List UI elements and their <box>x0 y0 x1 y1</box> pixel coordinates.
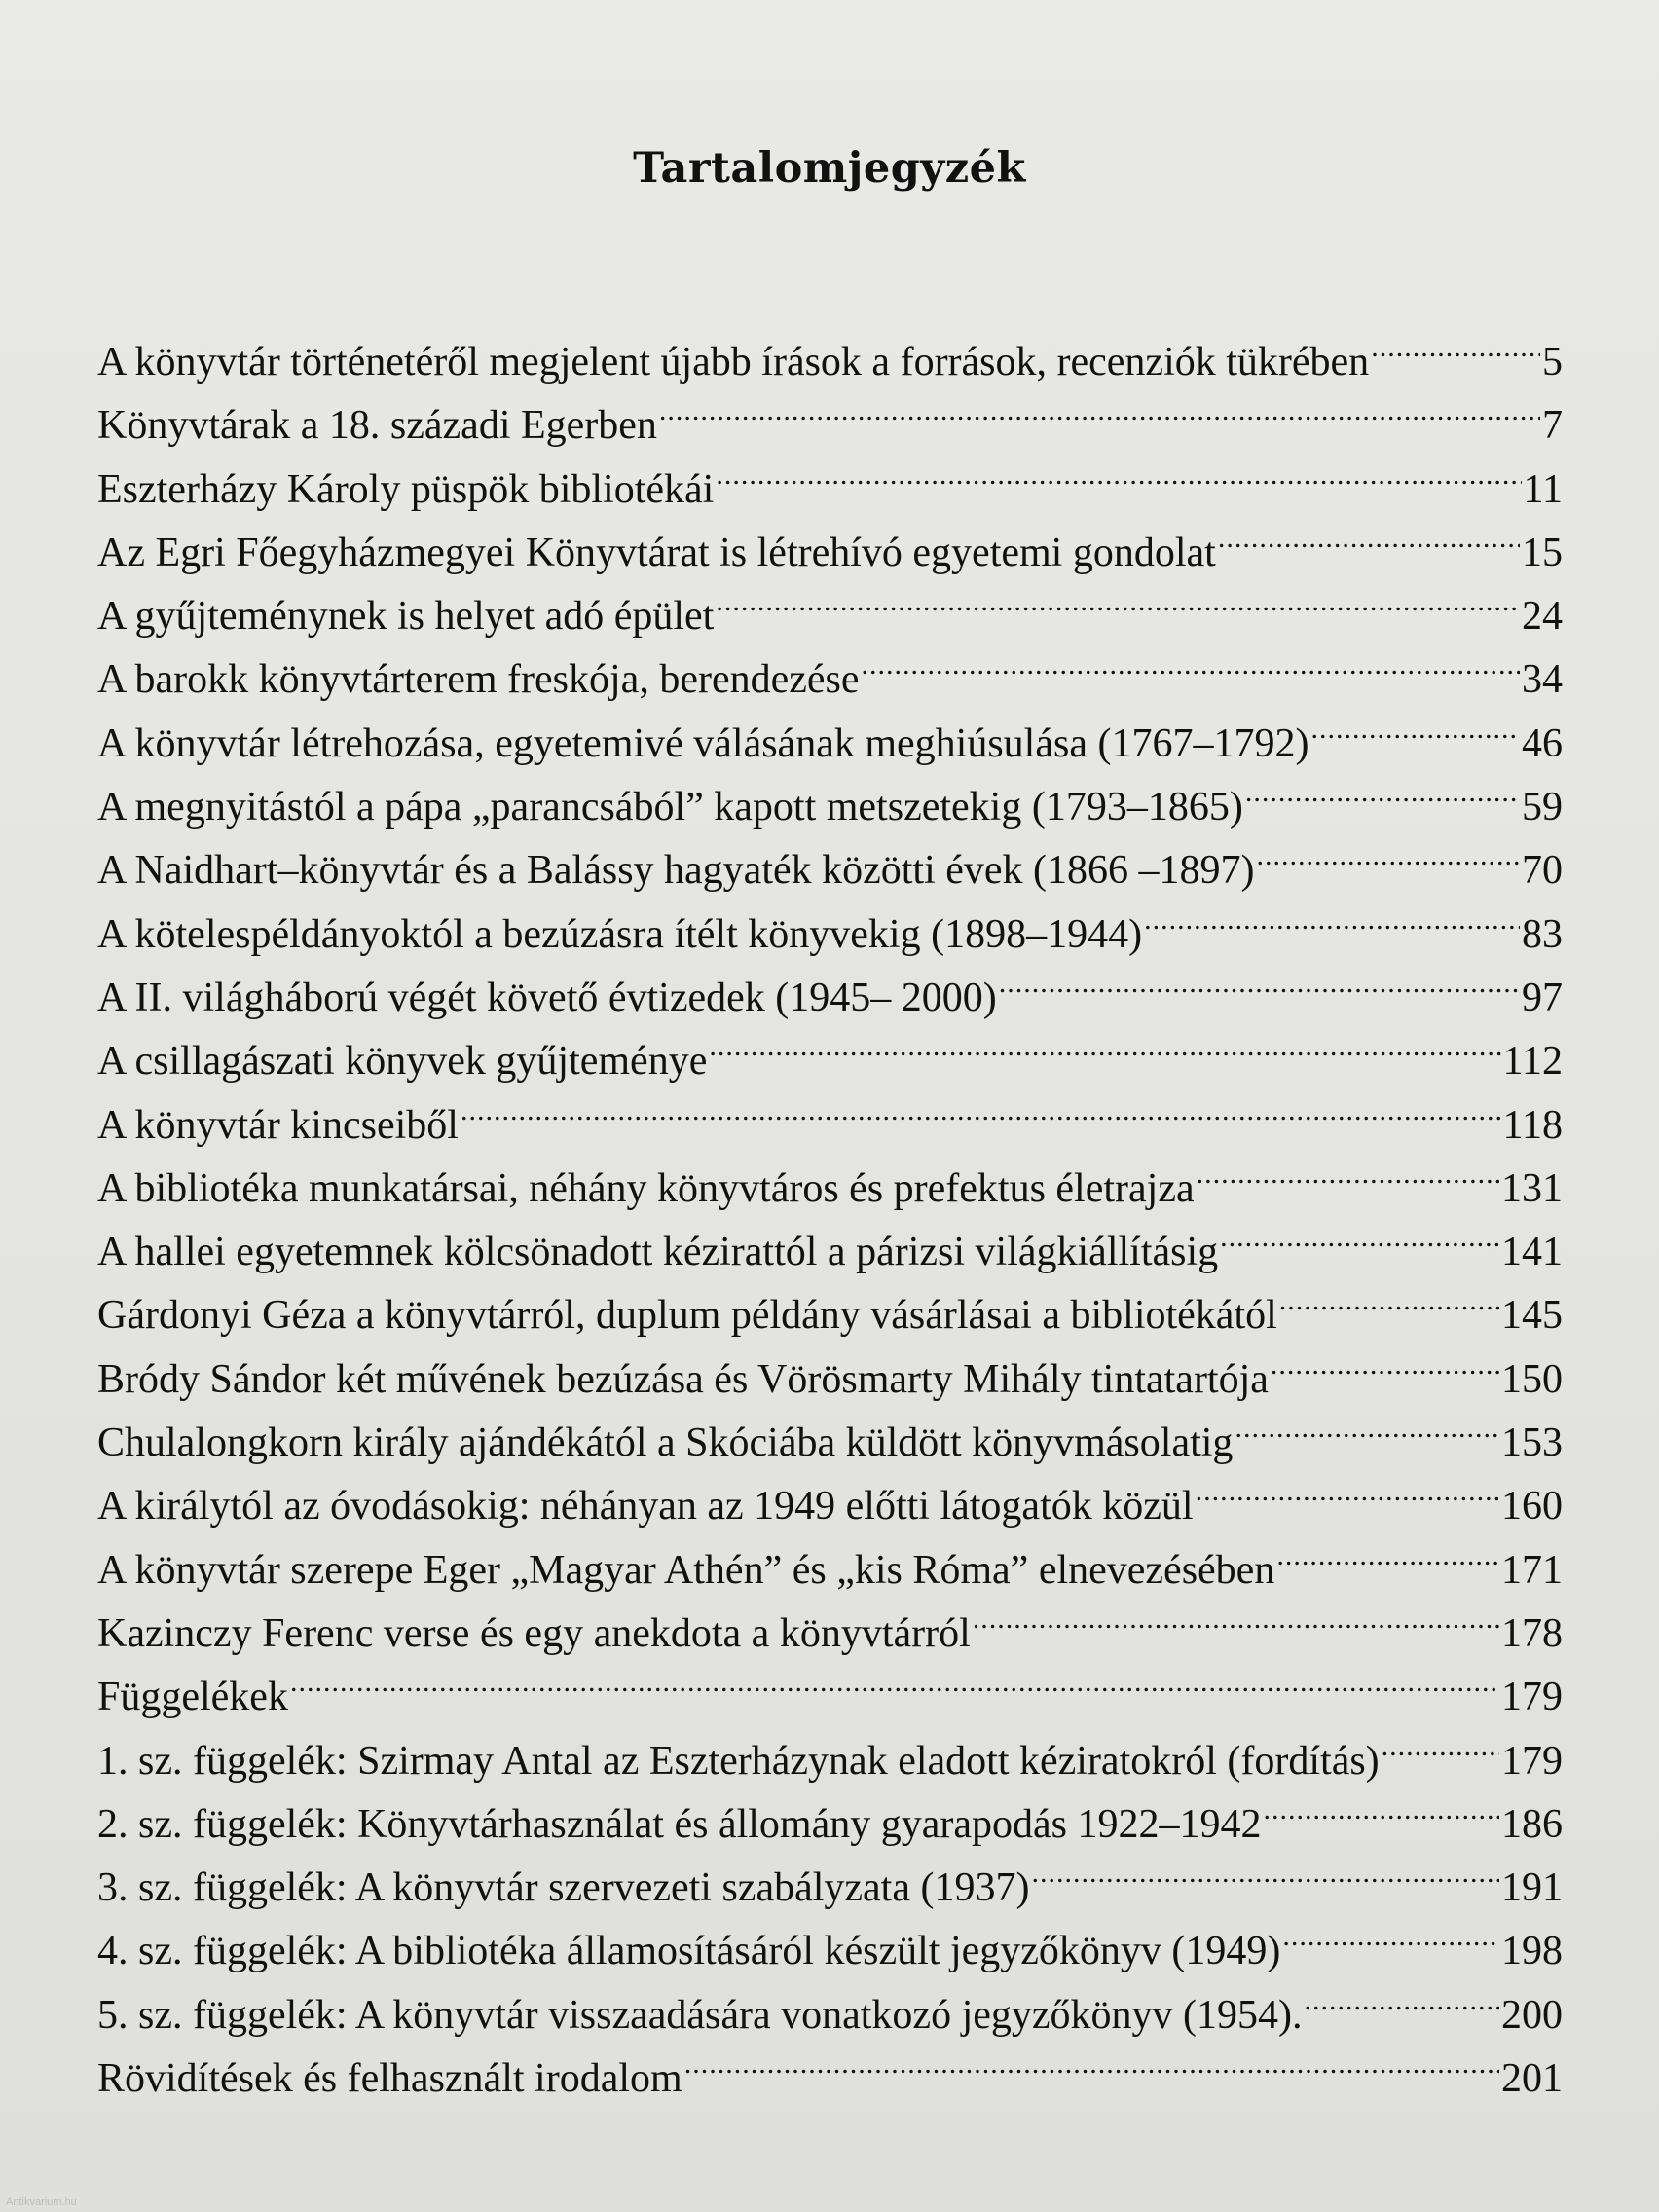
toc-entry-title: Bródy Sándor két művének bezúzása és Vörösmarty Mihály tintatartója <box>97 1356 1269 1402</box>
dot-leader <box>1235 1415 1499 1456</box>
toc-entry <box>97 1348 1563 1412</box>
toc-entry-title: Gárdonyi Géza a könyvtárról, duplum példány vásárlásai a bibliotékától <box>97 1293 1277 1339</box>
dot-leader <box>1220 1224 1499 1265</box>
toc-entry-page: 15 <box>1522 530 1563 575</box>
toc-entry-title: A bibliotéka munkatársai, néhány könyvtáros és prefektus életrajza <box>97 1165 1195 1211</box>
toc-entry-title: 4. sz. függelék: A bibliotéka államosításáról készült jegyzőkönyv (1949) <box>97 1929 1281 1974</box>
toc-entry-page: 179 <box>1501 1738 1563 1784</box>
dot-leader <box>684 2050 1499 2091</box>
watermark: Antikvarium.hu <box>6 2196 77 2208</box>
toc-entry-title: A II. világháború végét követő évtizedek (1945– 2000) <box>97 975 997 1020</box>
toc-entry-title: 2. sz. függelék: Könyvtárhasználat és állomány gyarapodás 1922–1942 <box>97 1801 1262 1847</box>
toc-entry-title: A kötelespéldányoktól a bezúzásra ítélt könyvekig (1898–1944) <box>97 911 1143 957</box>
dot-leader <box>1144 906 1520 947</box>
toc-entry <box>97 903 1563 967</box>
toc-entry-title: A barokk könyvtárterem freskója, berendezése <box>97 657 860 703</box>
dot-leader <box>1197 1161 1499 1201</box>
toc-entry <box>97 331 1563 394</box>
toc-entry <box>97 394 1563 458</box>
toc-entry-page: 59 <box>1522 785 1563 830</box>
toc-entry-title: 3. sz. függelék: A könyvtár szervezeti szabályzata (1937) <box>97 1865 1030 1911</box>
dot-leader <box>1271 1351 1499 1392</box>
dot-leader <box>1257 842 1520 883</box>
toc-entry-page: 178 <box>1501 1610 1563 1656</box>
dot-leader <box>1218 525 1520 566</box>
toc-entry-title: Könyvtárak a 18. századi Egerben <box>97 403 657 449</box>
table-of-contents <box>97 331 1563 2111</box>
dot-leader <box>973 1605 1499 1646</box>
toc-entry-title: 1. sz. függelék: Szirmay Antal az Eszterházynak eladott kéziratokról (fordítás) <box>97 1738 1380 1784</box>
toc-entry <box>97 1284 1563 1347</box>
page-title: Tartalomjegyzék <box>633 144 1026 193</box>
toc-entry-page: 145 <box>1501 1293 1563 1339</box>
toc-entry <box>97 1030 1563 1093</box>
toc-entry-page: 160 <box>1501 1484 1563 1530</box>
dot-leader <box>1196 1478 1499 1519</box>
toc-entry-title: Az Egri Főegyházmegyei Könyvtárat is létrehívó egyetemi gondolat <box>97 530 1216 575</box>
toc-entry-title: A könyvtár történetéről megjelent újabb írások a források, recenziók tükrében <box>97 340 1370 385</box>
toc-entry-title: Eszterházy Károly püspök bibliotékái <box>97 466 715 512</box>
dot-leader <box>716 588 1520 629</box>
dot-leader <box>290 1669 1499 1710</box>
toc-entry-page: 112 <box>1502 1039 1563 1085</box>
toc-entry <box>97 1603 1563 1666</box>
toc-entry-page: 7 <box>1542 403 1563 449</box>
toc-entry-title: Rövidítések és felhasznált irodalom <box>97 2056 682 2102</box>
toc-entry <box>97 967 1563 1030</box>
toc-entry <box>97 2047 1563 2111</box>
toc-entry <box>97 1221 1563 1284</box>
toc-entry-page: 201 <box>1501 2056 1563 2102</box>
toc-entry-title: A gyűjteménynek is helyet adó épület <box>97 594 715 640</box>
toc-entry-title: Chulalongkorn király ajándékától a Skóciába küldött könyvmásolatig <box>97 1420 1234 1466</box>
dot-leader <box>716 461 1521 502</box>
toc-entry-title: A királytól az óvodásokig: néhányan az 1949 előtti látogatók közül <box>97 1484 1194 1530</box>
toc-entry-title: A könyvtár szerepe Eger „Magyar Athén” és „kis Róma” elnevezésében <box>97 1547 1275 1593</box>
dot-leader <box>1031 1860 1499 1900</box>
toc-entry <box>97 1539 1563 1603</box>
dot-leader <box>1276 1542 1499 1583</box>
toc-entry-page: 5 <box>1542 340 1563 385</box>
toc-entry <box>97 713 1563 776</box>
toc-entry <box>97 1730 1563 1793</box>
toc-entry-page: 141 <box>1501 1230 1563 1275</box>
toc-entry <box>97 1793 1563 1857</box>
toc-entry <box>97 1857 1563 1920</box>
toc-entry-page: 150 <box>1501 1356 1563 1402</box>
toc-entry <box>97 648 1563 712</box>
toc-entry-title: A megnyitástól a pápa „parancsából” kapott metszetekig (1793–1865) <box>97 785 1243 830</box>
toc-entry-page: 118 <box>1502 1102 1563 1148</box>
toc-entry-page: 186 <box>1501 1801 1563 1847</box>
toc-entry-title: A Naidhart–könyvtár és a Balássy hagyaték közötti évek (1866 –1897) <box>97 848 1255 894</box>
toc-entry-page: 171 <box>1501 1547 1563 1593</box>
toc-entry-page: 24 <box>1522 594 1563 640</box>
toc-entry <box>97 1475 1563 1538</box>
dot-leader <box>1382 1733 1499 1774</box>
toc-entry-page: 97 <box>1522 975 1563 1020</box>
toc-entry <box>97 839 1563 903</box>
toc-entry-page: 70 <box>1522 848 1563 894</box>
toc-entry <box>97 1158 1563 1221</box>
toc-entry-title: A könyvtár kincseiből <box>97 1102 459 1148</box>
toc-entry-page: 191 <box>1501 1865 1563 1911</box>
toc-entry-page: 200 <box>1501 1992 1563 2038</box>
toc-entry-title: A hallei egyetemnek kölcsönadott kézirattól a párizsi világkiállításig <box>97 1230 1219 1275</box>
toc-entry <box>97 776 1563 839</box>
dot-leader <box>1264 1796 1499 1837</box>
toc-entry-title: Kazinczy Ferenc verse és egy anekdota a könyvtárról <box>97 1610 971 1656</box>
toc-entry-title: A csillagászati könyvek gyűjteménye <box>97 1039 708 1085</box>
toc-entry <box>97 522 1563 585</box>
toc-entry <box>97 585 1563 648</box>
dot-leader <box>1245 779 1520 820</box>
dot-leader <box>1305 1987 1499 2028</box>
toc-entry-page: 83 <box>1522 911 1563 957</box>
toc-entry-page: 153 <box>1501 1420 1563 1466</box>
toc-entry-title: A könyvtár létrehozása, egyetemivé válásának meghiúsulása (1767–1792) <box>97 720 1309 766</box>
dot-leader <box>1310 716 1520 756</box>
toc-entry-page: 11 <box>1523 466 1563 512</box>
toc-entry <box>97 1984 1563 2047</box>
toc-entry-page: 179 <box>1501 1675 1563 1720</box>
toc-entry-title: Függelékek <box>97 1675 288 1720</box>
dot-leader <box>862 651 1521 692</box>
toc-entry-page: 46 <box>1522 720 1563 766</box>
toc-entry-title: 5. sz. függelék: A könyvtár visszaadására vonatkozó jegyzőkönyv (1954). <box>97 1992 1303 2038</box>
toc-entry <box>97 459 1563 522</box>
toc-entry <box>97 1412 1563 1475</box>
dot-leader <box>999 970 1520 1011</box>
toc-entry <box>97 1666 1563 1729</box>
toc-entry-page: 131 <box>1501 1165 1563 1211</box>
dot-leader <box>709 1033 1500 1074</box>
dot-leader <box>1282 1923 1499 1964</box>
toc-entry-page: 34 <box>1522 657 1563 703</box>
dot-leader <box>461 1097 1501 1138</box>
dot-leader <box>659 397 1540 438</box>
toc-entry <box>97 1920 1563 1983</box>
toc-entry-page: 198 <box>1501 1929 1563 1974</box>
toc-entry <box>97 1094 1563 1158</box>
dot-leader <box>1279 1287 1499 1328</box>
dot-leader <box>1371 334 1540 375</box>
